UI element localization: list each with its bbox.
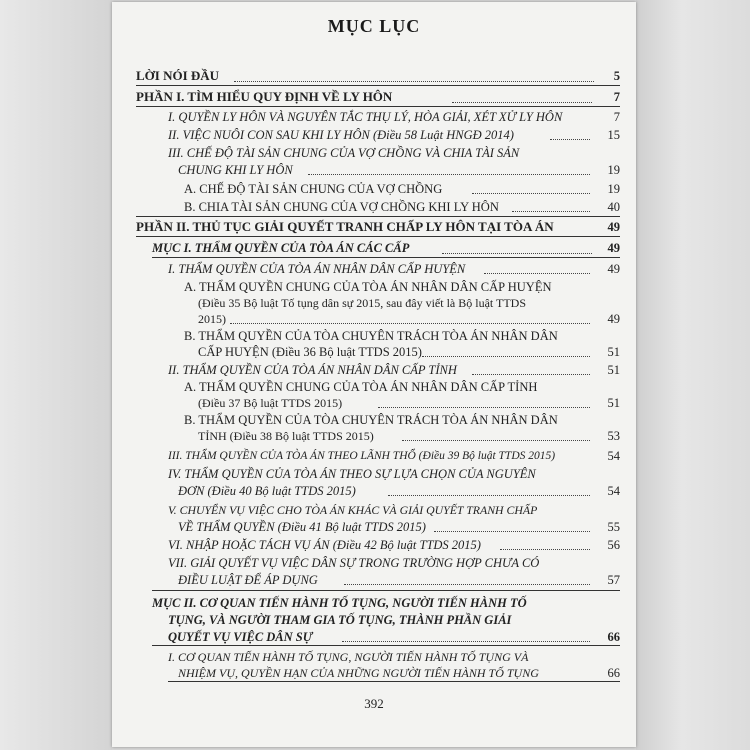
toc-entry: TỈNH (Điều 38 Bộ luật TTDS 2015) <box>198 429 374 443</box>
toc-entry: PHẦN I. TÌM HIỂU QUY ĐỊNH VỀ LY HÔN <box>136 89 393 104</box>
toc-entry: B. THẨM QUYỀN CỦA TÒA CHUYÊN TRÁCH TÒA ÁN NHÂN DÂN <box>184 329 558 343</box>
leader-dots <box>344 583 590 585</box>
leader-dots <box>402 439 590 441</box>
toc-page: 5 <box>613 69 620 83</box>
toc-entry: QUYẾT VỤ VIỆC DÂN SỰ <box>168 630 313 644</box>
toc-entry: PHẦN II. THỦ TỤC GIẢI QUYẾT TRANH CHẤP LY HÔN TẠI TÒA ÁN <box>136 219 554 234</box>
toc-entry: TỤNG, VÀ NGƯỜI THAM GIA TỐ TỤNG, THÀNH PHẦN GIẢI <box>168 613 512 627</box>
toc-entry: II. VIỆC NUÔI CON SAU KHI LY HÔN (Điều 58 Luật HNGĐ 2014) <box>168 128 514 142</box>
leader-dots <box>484 272 590 274</box>
page-number: 392 <box>364 696 384 711</box>
toc-entry: A. THẨM QUYỀN CHUNG CỦA TÒA ÁN NHÂN DÂN CẤP TỈNH <box>184 380 538 394</box>
toc-entry: II. THẨM QUYỀN CỦA TÒA ÁN NHÂN DÂN CẤP TỈNH <box>168 363 457 377</box>
toc-page: 49 <box>607 241 620 255</box>
toc-entry: III. THẨM QUYỀN CỦA TÒA ÁN THEO LÃNH THỔ (Điều 39 Bộ luật TTDS 2015) <box>168 450 556 462</box>
toc-page: 19 <box>607 163 620 177</box>
leader-dots <box>452 101 592 103</box>
leader-dots <box>472 373 590 375</box>
toc-entry: MỤC I. THẨM QUYỀN CỦA TÒA ÁN CÁC CẤP <box>152 241 410 255</box>
toc-page: 49 <box>607 220 620 234</box>
toc-entry: ĐƠN (Điều 40 Bộ luật TTDS 2015) <box>178 484 356 498</box>
toc-entry: V. CHUYỂN VỤ VIỆC CHO TÒA ÁN KHÁC VÀ GIẢI QUYẾT TRANH CHẤP <box>168 503 538 517</box>
page-title: MỤC LỤC <box>327 16 421 36</box>
divider <box>136 236 620 237</box>
background-right <box>636 0 750 750</box>
leader-dots <box>234 80 594 82</box>
divider <box>136 85 620 86</box>
toc-entry: CẤP HUYỆN (Điều 36 Bộ luật TTDS 2015) <box>198 345 422 359</box>
leader-dots <box>512 210 590 212</box>
toc-page: 51 <box>607 363 620 377</box>
toc-entry: VII. GIẢI QUYẾT VỤ VIỆC DÂN SỰ TRONG TRƯỜNG HỢP CHƯA CÓ <box>168 556 540 570</box>
divider <box>152 645 620 646</box>
toc-entry: 2015) <box>198 312 226 326</box>
toc-page: 15 <box>607 128 620 142</box>
leader-dots <box>500 548 590 550</box>
toc-entry: ĐIỀU LUẬT ĐỂ ÁP DỤNG <box>178 573 318 587</box>
toc-page: 66 <box>607 666 620 680</box>
toc-entry: MỤC II. CƠ QUAN TIẾN HÀNH TỐ TỤNG, NGƯỜI TIẾN HÀNH TỐ <box>152 596 527 610</box>
toc-entry: (Điều 35 Bộ luật Tố tụng dân sự 2015, sau đây viết là Bộ luật TTDS <box>198 296 527 310</box>
leader-dots <box>388 494 590 496</box>
toc-entry: B. CHIA TÀI SẢN CHUNG CỦA VỢ CHỒNG KHI LY HÔN <box>184 200 499 214</box>
toc-entry: CHUNG KHI LY HÔN <box>178 163 293 177</box>
toc-page: 49 <box>607 312 620 326</box>
leader-dots <box>308 173 590 175</box>
toc-page: 40 <box>607 200 620 214</box>
toc-page: 54 <box>607 449 620 463</box>
toc-page: 66 <box>607 630 620 644</box>
toc-entry: IV. THẨM QUYỀN CỦA TÒA ÁN THEO SỰ LỰA CHỌN CỦA NGUYÊN <box>168 467 536 481</box>
toc-page: 49 <box>607 262 620 276</box>
toc-page: 55 <box>607 520 620 534</box>
toc-entry: I. CƠ QUAN TIẾN HÀNH TỐ TỤNG, NGƯỜI TIẾN HÀNH TỐ TỤNG VÀ <box>168 650 529 664</box>
divider <box>168 681 620 682</box>
toc-entry: I. THẨM QUYỀN CỦA TÒA ÁN NHÂN DÂN CẤP HUYỆN <box>168 262 466 276</box>
toc-page: 51 <box>607 396 620 410</box>
leader-dots <box>422 355 590 357</box>
divider <box>136 106 620 107</box>
toc-entry: VỀ THẨM QUYỀN (Điều 41 Bộ luật TTDS 2015) <box>178 520 426 534</box>
divider <box>136 216 620 217</box>
leader-dots <box>442 252 592 254</box>
toc-page: 57 <box>607 573 620 587</box>
leader-dots <box>378 406 590 408</box>
background-left <box>0 0 112 750</box>
divider <box>152 590 620 591</box>
toc-page: 51 <box>607 345 620 359</box>
toc-entry: B. THẨM QUYỀN CỦA TÒA CHUYÊN TRÁCH TÒA ÁN NHÂN DÂN <box>184 413 558 427</box>
toc-page: 19 <box>607 182 620 196</box>
toc-page: 56 <box>607 538 620 552</box>
leader-dots <box>550 138 590 140</box>
toc-page: 7 <box>613 90 620 104</box>
toc-page: 7 <box>613 110 620 124</box>
toc-entry: A. CHẾ ĐỘ TÀI SẢN CHUNG CỦA VỢ CHỒNG <box>184 182 443 196</box>
toc-entry: LỜI NÓI ĐẦU <box>136 68 220 83</box>
toc-page: 53 <box>607 429 620 443</box>
toc-entry: NHIỆM VỤ, QUYỀN HẠN CỦA NHỮNG NGƯỜI TIẾN HÀNH TỐ TỤNG <box>178 666 539 680</box>
toc-entry: I. QUYỀN LY HÔN VÀ NGUYÊN TẮC THỤ LÝ, HÒA GIẢI, XÉT XỬ LY HÔN <box>168 110 563 124</box>
toc-entry: A. THẨM QUYỀN CHUNG CỦA TÒA ÁN NHÂN DÂN CẤP HUYỆN <box>184 280 552 294</box>
leader-dots <box>434 530 590 532</box>
leader-dots <box>472 192 590 194</box>
leader-dots <box>230 322 590 324</box>
toc-page: 54 <box>607 484 620 498</box>
leader-dots <box>342 640 590 642</box>
divider <box>152 257 620 258</box>
toc-entry: III. CHẾ ĐỘ TÀI SẢN CHUNG CỦA VỢ CHỒNG VÀ CHIA TÀI SẢN <box>168 146 520 160</box>
toc-entry: (Điều 37 Bộ luật TTDS 2015) <box>198 396 343 410</box>
toc-entry: VI. NHẬP HOẶC TÁCH VỤ ÁN (Điều 42 Bộ luật TTDS 2015) <box>168 538 481 552</box>
book-page <box>112 2 636 747</box>
